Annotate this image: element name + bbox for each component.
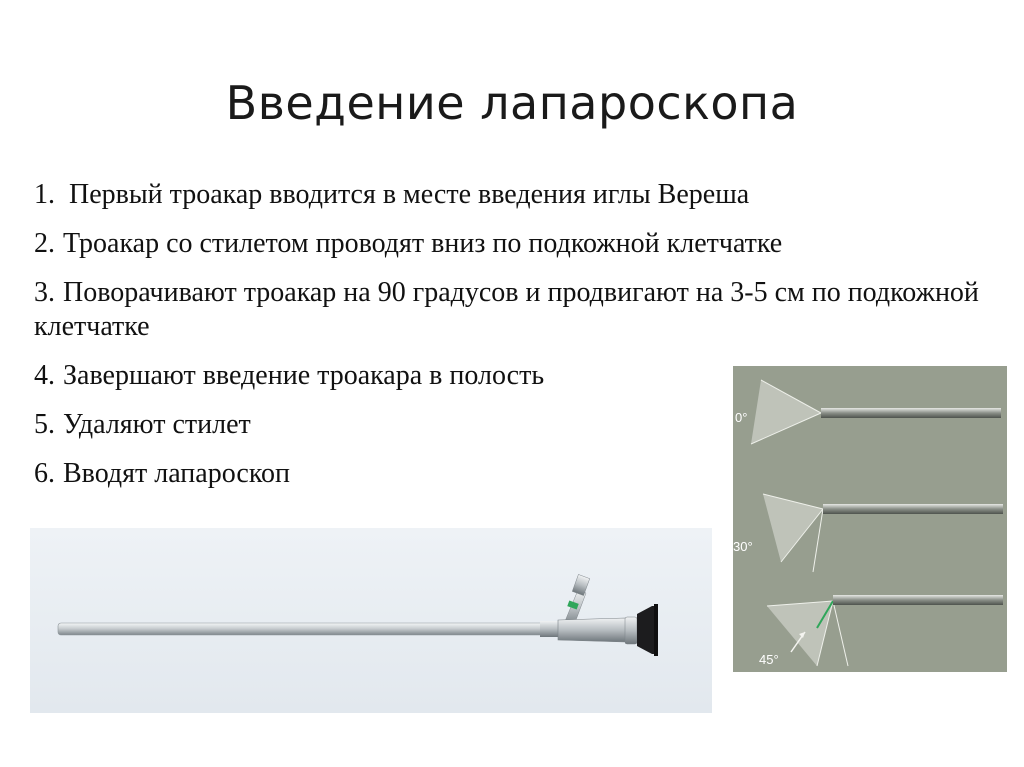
angle-label-45: 45° [759,652,779,667]
optic-angles-photo [733,366,1007,672]
item-number: 6. [34,458,55,489]
item-text: Вводят лапароскоп [63,458,290,489]
item-number: 3. [34,277,55,308]
list-item [34,227,994,261]
item-number: 2. [34,228,55,259]
angle-label-30: 30° [733,539,753,554]
item-text: Завершают введение троакара в полость [63,360,545,391]
angle-label-0: 0° [735,410,748,425]
item-text: Удаляют стилет [63,409,251,440]
item-number: 1. [34,179,55,210]
slide-title: Введение лапароскопа [225,76,799,130]
item-text: Первый троакар вводится в месте введения иглы Вереша [69,179,750,210]
list-item [34,276,984,344]
list-item [34,178,994,212]
item-text: Троакар со стилетом проводят вниз по подкожной клетчатке [63,228,783,259]
item-number: 4. [34,360,55,391]
item-number: 5. [34,409,55,440]
item-text: Поворачивают троакар на 90 градусов и продвигают на 3-5 см по подкожной клетчатке [34,277,979,342]
laparoscope-photo [30,528,712,713]
